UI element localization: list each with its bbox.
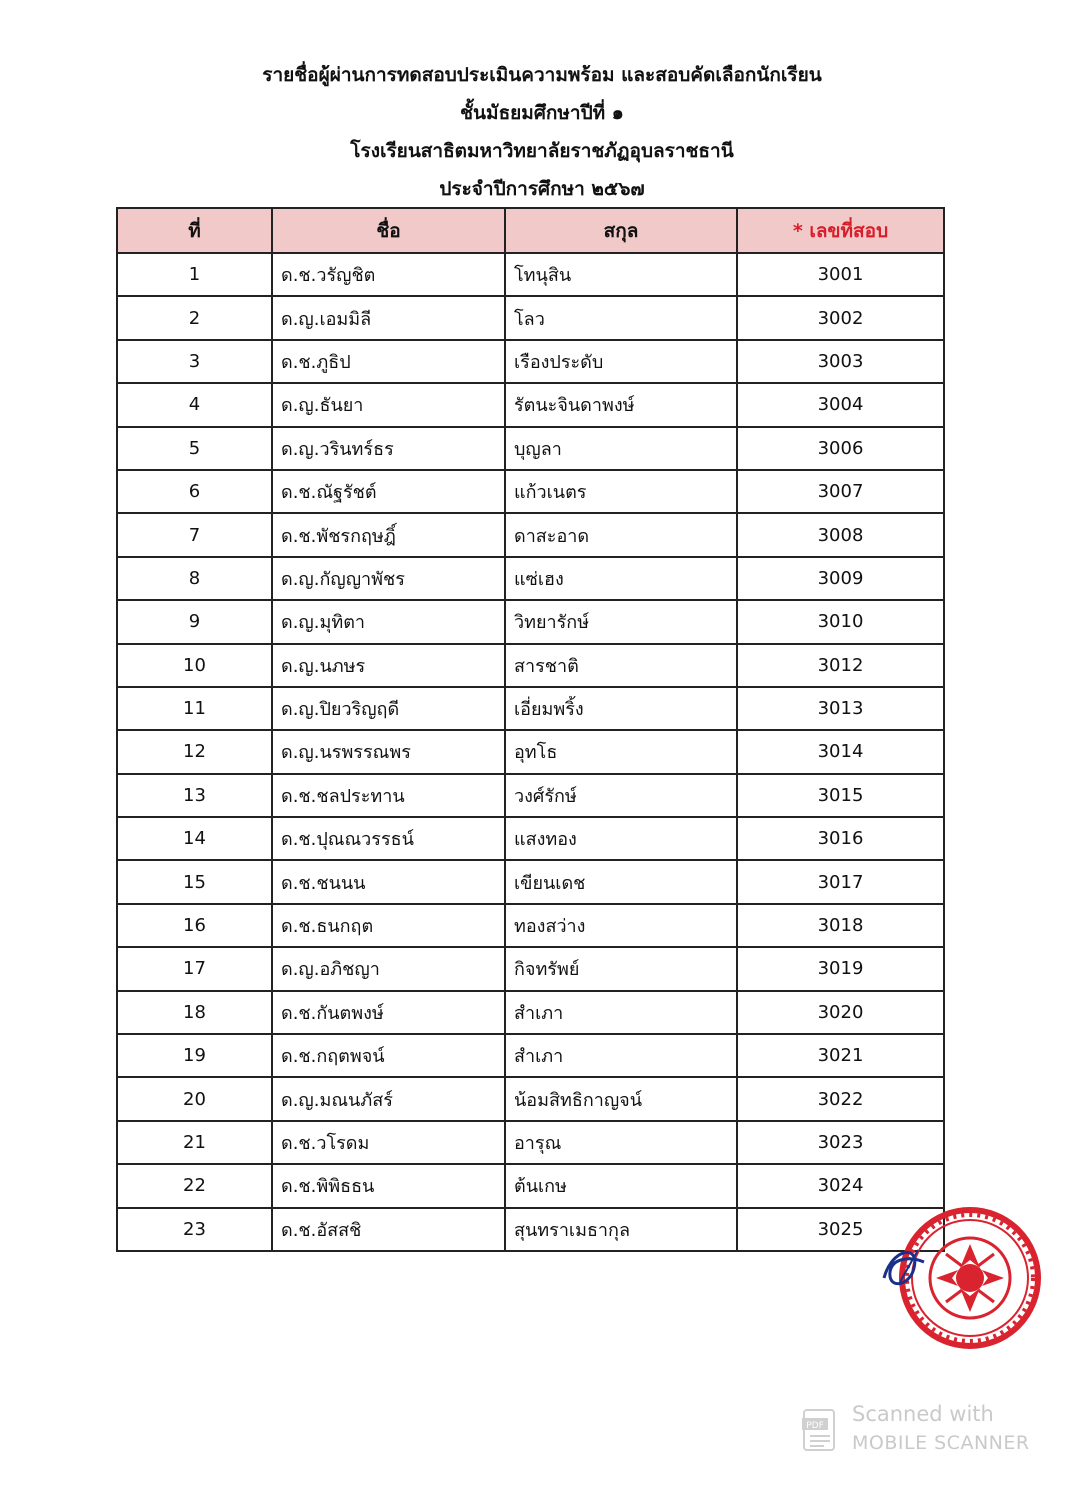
cell-no: 21 xyxy=(117,1121,272,1164)
cell-exam-number: 3021 xyxy=(737,1034,944,1077)
table-row xyxy=(117,860,944,903)
table-row xyxy=(117,600,944,643)
cell-no: 10 xyxy=(117,644,272,687)
cell-exam-number: 3004 xyxy=(737,383,944,426)
cell-surname: น้อมสิทธิกาญจน์ xyxy=(505,1077,737,1120)
cell-name: ด.ช.ภูธิป xyxy=(272,340,505,383)
scanner-watermark xyxy=(798,1400,1048,1460)
cell-surname: บุญลา xyxy=(505,427,737,470)
cell-surname: เขียนเดช xyxy=(505,860,737,903)
cell-surname: สุนทราเมธากุล xyxy=(505,1208,737,1251)
cell-no: 16 xyxy=(117,904,272,947)
header-no: ที่ xyxy=(117,208,272,253)
cell-name: ด.ช.ธนกฤต xyxy=(272,904,505,947)
cell-exam-number: 3017 xyxy=(737,860,944,903)
cell-exam-number: 3009 xyxy=(737,557,944,600)
cell-surname: วิทยารักษ์ xyxy=(505,600,737,643)
table-row xyxy=(117,817,944,860)
cell-exam-number: 3022 xyxy=(737,1077,944,1120)
cell-no: 7 xyxy=(117,513,272,556)
cell-name: ด.ญ.ธันยา xyxy=(272,383,505,426)
cell-name: ด.ช.พิพิธธน xyxy=(272,1164,505,1207)
cell-no: 6 xyxy=(117,470,272,513)
cell-no: 1 xyxy=(117,253,272,296)
cell-no: 5 xyxy=(117,427,272,470)
cell-name: ด.ช.กันตพงษ์ xyxy=(272,991,505,1034)
cell-no: 2 xyxy=(117,296,272,339)
cell-exam-number: 3013 xyxy=(737,687,944,730)
cell-surname: แก้วเนตร xyxy=(505,470,737,513)
cell-name: ด.ช.วโรดม xyxy=(272,1121,505,1164)
header-name: ชื่อ xyxy=(272,208,505,253)
table-header-row xyxy=(117,208,944,253)
cell-no: 17 xyxy=(117,947,272,990)
table-row xyxy=(117,991,944,1034)
results-table xyxy=(116,207,945,1252)
header-exam-number: * เลขที่สอบ xyxy=(737,208,944,253)
cell-exam-number: 3014 xyxy=(737,730,944,773)
cell-surname: สำเภา xyxy=(505,991,737,1034)
cell-no: 12 xyxy=(117,730,272,773)
table-row xyxy=(117,557,944,600)
cell-exam-number: 3010 xyxy=(737,600,944,643)
cell-name: ด.ช.ปุณณวรรธน์ xyxy=(272,817,505,860)
cell-name: ด.ช.กฤตพจน์ xyxy=(272,1034,505,1077)
cell-exam-number: 3006 xyxy=(737,427,944,470)
table-row xyxy=(117,1164,944,1207)
cell-exam-number: 3012 xyxy=(737,644,944,687)
document-title-line-3: โรงเรียนสาธิตมหาวิทยาลัยราชภัฏอุบลราชธานี xyxy=(350,140,734,162)
cell-surname: เรืองประดับ xyxy=(505,340,737,383)
cell-surname: สารชาติ xyxy=(505,644,737,687)
watermark-line-1: Scanned with xyxy=(852,1402,994,1426)
cell-name: ด.ช.อัสสชิ xyxy=(272,1208,505,1251)
cell-surname: ดาสะอาด xyxy=(505,513,737,556)
table-row xyxy=(117,947,944,990)
table-row xyxy=(117,904,944,947)
table-row xyxy=(117,383,944,426)
table-row xyxy=(117,296,944,339)
cell-surname: ทองสว่าง xyxy=(505,904,737,947)
cell-name: ด.ญ.อภิชญา xyxy=(272,947,505,990)
cell-surname: ต้นเกษ xyxy=(505,1164,737,1207)
header-surname: สกุล xyxy=(505,208,737,253)
cell-surname: สำเภา xyxy=(505,1034,737,1077)
document-title-line-1: รายชื่อผู้ผ่านการทดสอบประเมินความพร้อม และสอบคัดเลือกนักเรียน xyxy=(262,64,822,86)
cell-surname: แซ่เฮง xyxy=(505,557,737,600)
pdf-document-icon xyxy=(802,1408,838,1452)
table-row xyxy=(117,513,944,556)
cell-surname: กิจทรัพย์ xyxy=(505,947,737,990)
cell-name: ด.ญ.เอมมิลี xyxy=(272,296,505,339)
cell-name: ด.ญ.มณนภัสร์ xyxy=(272,1077,505,1120)
cell-exam-number: 3001 xyxy=(737,253,944,296)
cell-exam-number: 3019 xyxy=(737,947,944,990)
table-row xyxy=(117,644,944,687)
pdf-icon-label: PDF xyxy=(806,1421,824,1431)
cell-exam-number: 3008 xyxy=(737,513,944,556)
cell-no: 9 xyxy=(117,600,272,643)
cell-name: ด.ช.ชลประทาน xyxy=(272,774,505,817)
cell-surname: อารุณ xyxy=(505,1121,737,1164)
cell-no: 22 xyxy=(117,1164,272,1207)
table-row xyxy=(117,774,944,817)
cell-surname: อุทโธ xyxy=(505,730,737,773)
cell-name: ด.ช.ณัฐรัชต์ xyxy=(272,470,505,513)
cell-no: 13 xyxy=(117,774,272,817)
table-row xyxy=(117,253,944,296)
cell-exam-number: 3020 xyxy=(737,991,944,1034)
table-body xyxy=(117,253,944,1251)
table-row xyxy=(117,1208,944,1251)
school-seal-icon xyxy=(880,1198,1048,1366)
cell-no: 4 xyxy=(117,383,272,426)
cell-name: ด.ช.ชนนน xyxy=(272,860,505,903)
table-row xyxy=(117,340,944,383)
cell-exam-number: 3025 xyxy=(737,1208,944,1251)
cell-name: ด.ช.วรัญชิต xyxy=(272,253,505,296)
cell-no: 23 xyxy=(117,1208,272,1251)
table-row xyxy=(117,427,944,470)
document-header xyxy=(0,56,1084,208)
cell-exam-number: 3024 xyxy=(737,1164,944,1207)
cell-no: 14 xyxy=(117,817,272,860)
cell-exam-number: 3023 xyxy=(737,1121,944,1164)
cell-no: 18 xyxy=(117,991,272,1034)
cell-name: ด.ญ.นภษร xyxy=(272,644,505,687)
cell-name: ด.ญ.กัญญาพัชร xyxy=(272,557,505,600)
cell-name: ด.ญ.วรินทร์ธร xyxy=(272,427,505,470)
cell-no: 20 xyxy=(117,1077,272,1120)
cell-surname: แสงทอง xyxy=(505,817,737,860)
cell-surname: รัตนะจินดาพงษ์ xyxy=(505,383,737,426)
cell-name: ด.ช.พัชรกฤษฎิ์ xyxy=(272,513,505,556)
cell-no: 11 xyxy=(117,687,272,730)
cell-no: 15 xyxy=(117,860,272,903)
cell-exam-number: 3016 xyxy=(737,817,944,860)
cell-exam-number: 3015 xyxy=(737,774,944,817)
cell-exam-number: 3003 xyxy=(737,340,944,383)
cell-surname: โทนุสิน xyxy=(505,253,737,296)
cell-no: 3 xyxy=(117,340,272,383)
table-row xyxy=(117,1077,944,1120)
cell-name: ด.ญ.นรพรรณพร xyxy=(272,730,505,773)
cell-exam-number: 3007 xyxy=(737,470,944,513)
cell-exam-number: 3002 xyxy=(737,296,944,339)
cell-surname: เอี่ยมพริ้ง xyxy=(505,687,737,730)
cell-exam-number: 3018 xyxy=(737,904,944,947)
cell-no: 19 xyxy=(117,1034,272,1077)
table-row xyxy=(117,730,944,773)
table-row xyxy=(117,1121,944,1164)
table-row xyxy=(117,470,944,513)
document-title-line-2: ชั้นมัธยมศึกษาปีที่ ๑ xyxy=(460,102,624,124)
cell-name: ด.ญ.ปิยวริญฤดี xyxy=(272,687,505,730)
table-row xyxy=(117,687,944,730)
document-title-line-4: ประจำปีการศึกษา ๒๕๖๗ xyxy=(439,178,645,200)
cell-no: 8 xyxy=(117,557,272,600)
table-row xyxy=(117,1034,944,1077)
cell-surname: โลว xyxy=(505,296,737,339)
watermark-line-2: MOBILE SCANNER xyxy=(852,1432,1030,1454)
cell-name: ด.ญ.มุทิตา xyxy=(272,600,505,643)
cell-surname: วงศ์รักษ์ xyxy=(505,774,737,817)
